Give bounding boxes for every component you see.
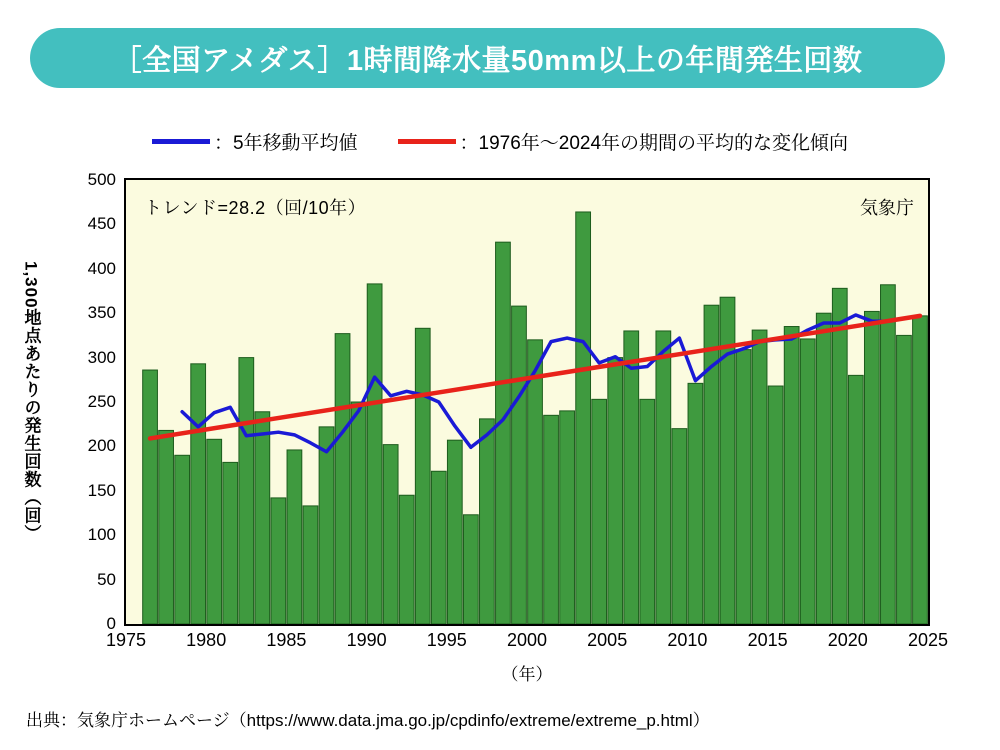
x-axis-tick-label: 2010 bbox=[667, 630, 708, 650]
legend-item-trend bbox=[398, 128, 849, 155]
y-axis-tick-label: 300 bbox=[87, 347, 116, 367]
x-axis-ticks bbox=[105, 630, 949, 656]
x-axis-title: （年） bbox=[501, 665, 553, 684]
y-axis-tick-label: 400 bbox=[87, 258, 116, 278]
x-axis-tick-label: 2025 bbox=[907, 630, 949, 650]
x-axis-tick-label: 1980 bbox=[186, 630, 227, 650]
y-axis-tick-label: 0 bbox=[106, 614, 116, 633]
legend-item-moving-average bbox=[152, 128, 358, 155]
y-axis-tick-label: 450 bbox=[87, 214, 116, 234]
x-axis-tick-label: 2015 bbox=[747, 630, 788, 650]
chart-container bbox=[0, 160, 1000, 700]
legend-label-trend: ：1976年〜2024年の期間の平均的な変化傾向 bbox=[459, 133, 849, 154]
y-axis-ticks bbox=[64, 170, 116, 633]
y-axis-tick-label: 150 bbox=[87, 480, 116, 500]
x-axis-tick-label: 2005 bbox=[587, 630, 628, 650]
title-banner bbox=[30, 28, 945, 88]
agency-annotation: 気象庁 bbox=[860, 198, 914, 218]
legend-label-moving-average: ：5年移動平均値 bbox=[213, 133, 358, 154]
legend-line-swatch-blue bbox=[152, 139, 210, 144]
y-axis-title-text: 1,300地点あたりの発生回数（回） bbox=[21, 261, 41, 543]
trend-annotation: トレンド=28.2（回/10年） bbox=[144, 198, 367, 218]
source-footer: 出典：気象庁ホームページ（https://www.data.jma.go.jp/cpdinfo/extreme/extreme_p.html） bbox=[26, 711, 710, 730]
y-axis-title bbox=[16, 178, 46, 626]
y-axis-tick-label: 350 bbox=[87, 303, 116, 323]
x-axis-tick-label: 1975 bbox=[105, 630, 147, 650]
y-axis-tick-label: 100 bbox=[87, 525, 116, 545]
chart-legend bbox=[0, 128, 1000, 155]
y-axis-tick-label: 200 bbox=[87, 436, 116, 456]
y-axis-tick-label: 250 bbox=[87, 392, 116, 411]
plot-area bbox=[124, 178, 930, 626]
chart-canvas bbox=[126, 180, 928, 624]
x-axis-tick-label: 1990 bbox=[346, 630, 387, 650]
x-axis-tick-label: 1995 bbox=[426, 630, 467, 650]
x-axis-tick-label: 2000 bbox=[506, 630, 548, 650]
legend-line-swatch-red bbox=[398, 139, 456, 144]
y-axis-tick-label: 50 bbox=[97, 569, 116, 589]
page-title: ［全国アメダス］1時間降水量50mm以上の年間発生回数 bbox=[112, 44, 863, 77]
x-axis-tick-label: 1985 bbox=[266, 630, 307, 650]
x-axis-tick-label: 2020 bbox=[827, 630, 868, 650]
y-axis-tick-label: 500 bbox=[87, 170, 116, 189]
